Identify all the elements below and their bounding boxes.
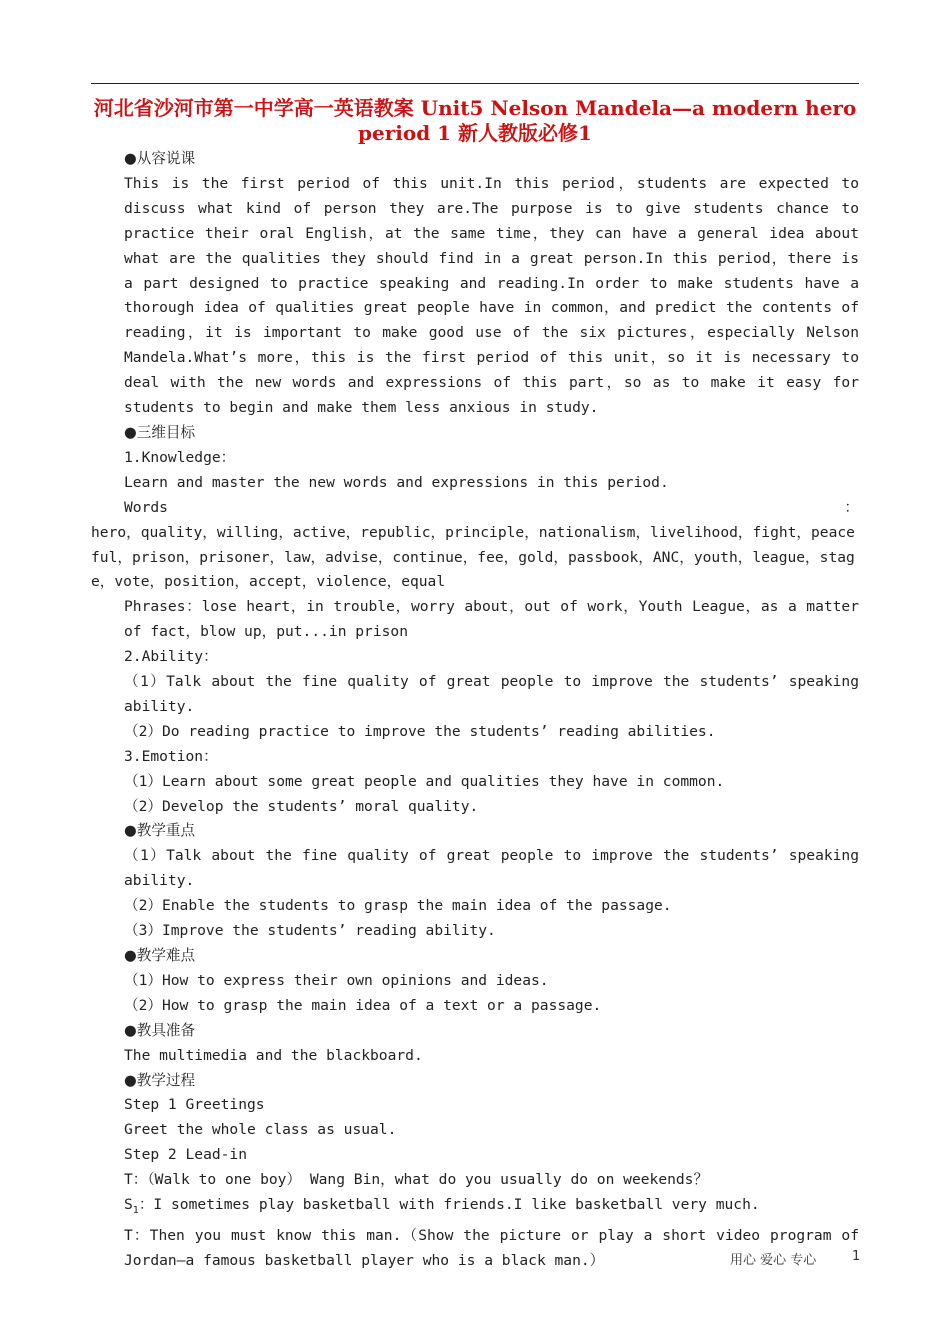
words-list: hero，quality，willing，active，republic，principle，nationalism，livelihood，fight，peaceful，prison，prisoner，law，advise，continue，fee，gold，passbook，ANC，youth，league，stage，vote，position，accept，violence，equal — [91, 523, 855, 591]
student-speaker-number: 1 — [132, 1204, 139, 1216]
page-footer: 用心 爱心 专心 — [730, 1253, 817, 1268]
tools-text: The multimedia and the blackboard. — [124, 1046, 423, 1064]
key-point-2: （2）Enable the students to grasp the main idea of the passage. — [124, 897, 672, 915]
difficulty-2: （2）How to grasp the main idea of a text or a passage. — [124, 996, 602, 1014]
student-line: ：I sometimes play basketball with friends.I like basketball very much. — [138, 1196, 760, 1214]
document-body — [91, 147, 859, 1274]
step-1-heading: Step 1 Greetings — [124, 1096, 265, 1114]
step-1-text: Greet the whole class as usual. — [124, 1121, 397, 1139]
ability-heading: 2.Ability： — [124, 648, 218, 666]
key-point-3: （3）Improve the students’ reading ability. — [124, 922, 496, 940]
words-label: Words — [124, 498, 168, 516]
document-title — [88, 96, 862, 146]
emotion-item-1: （1）Learn about some great people and qualities they have in common. — [124, 772, 725, 790]
intro-paragraph: This is the first period of this unit.In this period，students are expected to discuss what kind of person they are.The purpose is to give students chance to practice their oral English，at the same time，they can have a general idea about what are the qualities they should find in a great person.In this period，there is a part designed to practice speaking and reading.In order to make students have a thorough idea of qualities great people have in common，and predict the contents of reading，it is important to make good use of the six pictures，especially Nelson Mandela.What’s more，this is the first period of this unit，so it is necessary to deal with the new words and expressions of this part，so as to make it easy for students to begin and make them less anxious in study. — [124, 174, 859, 417]
ability-item-2: （2）Do reading practice to improve the students’ reading abilities. — [124, 722, 716, 740]
step-2-heading: Step 2 Lead-in — [124, 1146, 248, 1164]
key-point-1: （1）Talk about the fine quality of great people to improve the students’ speaking ability. — [124, 847, 859, 890]
dialogue-teacher-1: T：（Walk to one boy） Wang Bin，what do you usually do on weekends？ — [124, 1171, 709, 1189]
student-speaker: S — [124, 1196, 133, 1214]
section-heading-key-points: ●教学重点 — [124, 822, 196, 840]
emotion-heading: 3.Emotion： — [124, 747, 218, 765]
page-number: 1 — [852, 1249, 861, 1264]
difficulty-1: （1）How to express their own opinions and ideas. — [124, 971, 549, 989]
ability-item-1: （1）Talk about the fine quality of great people to improve the students’ speaking ability. — [124, 673, 859, 715]
title-line-1: 河北省沙河市第一中学高一英语教案 Unit5 Nelson Mandela—a modern hero — [93, 96, 857, 120]
section-heading-difficulties: ●教学难点 — [124, 947, 196, 964]
knowledge-heading: 1.Knowledge： — [124, 448, 236, 466]
header-rule — [91, 83, 859, 84]
emotion-item-2: （2）Develop the students’ moral quality. — [124, 797, 479, 815]
dialogue-student-1 — [91, 1193, 859, 1224]
section-heading-procedure: ●教学过程 — [124, 1071, 196, 1089]
section-heading-tools: ●教具准备 — [124, 1021, 196, 1039]
dialogue-teacher-2: T：Then you must know this man.（Show the picture or play a short video program of Jordan—a famous basketball player who is a black man.） — [124, 1226, 859, 1269]
phrases-text: Phrases：lose heart，in trouble，worry about，out of work，Youth League，as a matter of fact，blow up，put...in prison — [124, 598, 859, 641]
words-label-line — [91, 496, 859, 521]
title-line-2: period 1 新人教版必修1 — [358, 121, 592, 145]
section-heading-objectives: ●三维目标 — [124, 423, 196, 441]
section-heading-intro: ●从容说课 — [124, 150, 196, 167]
knowledge-text: Learn and master the new words and expressions in this period. — [124, 473, 669, 491]
words-colon: ： — [844, 498, 859, 516]
